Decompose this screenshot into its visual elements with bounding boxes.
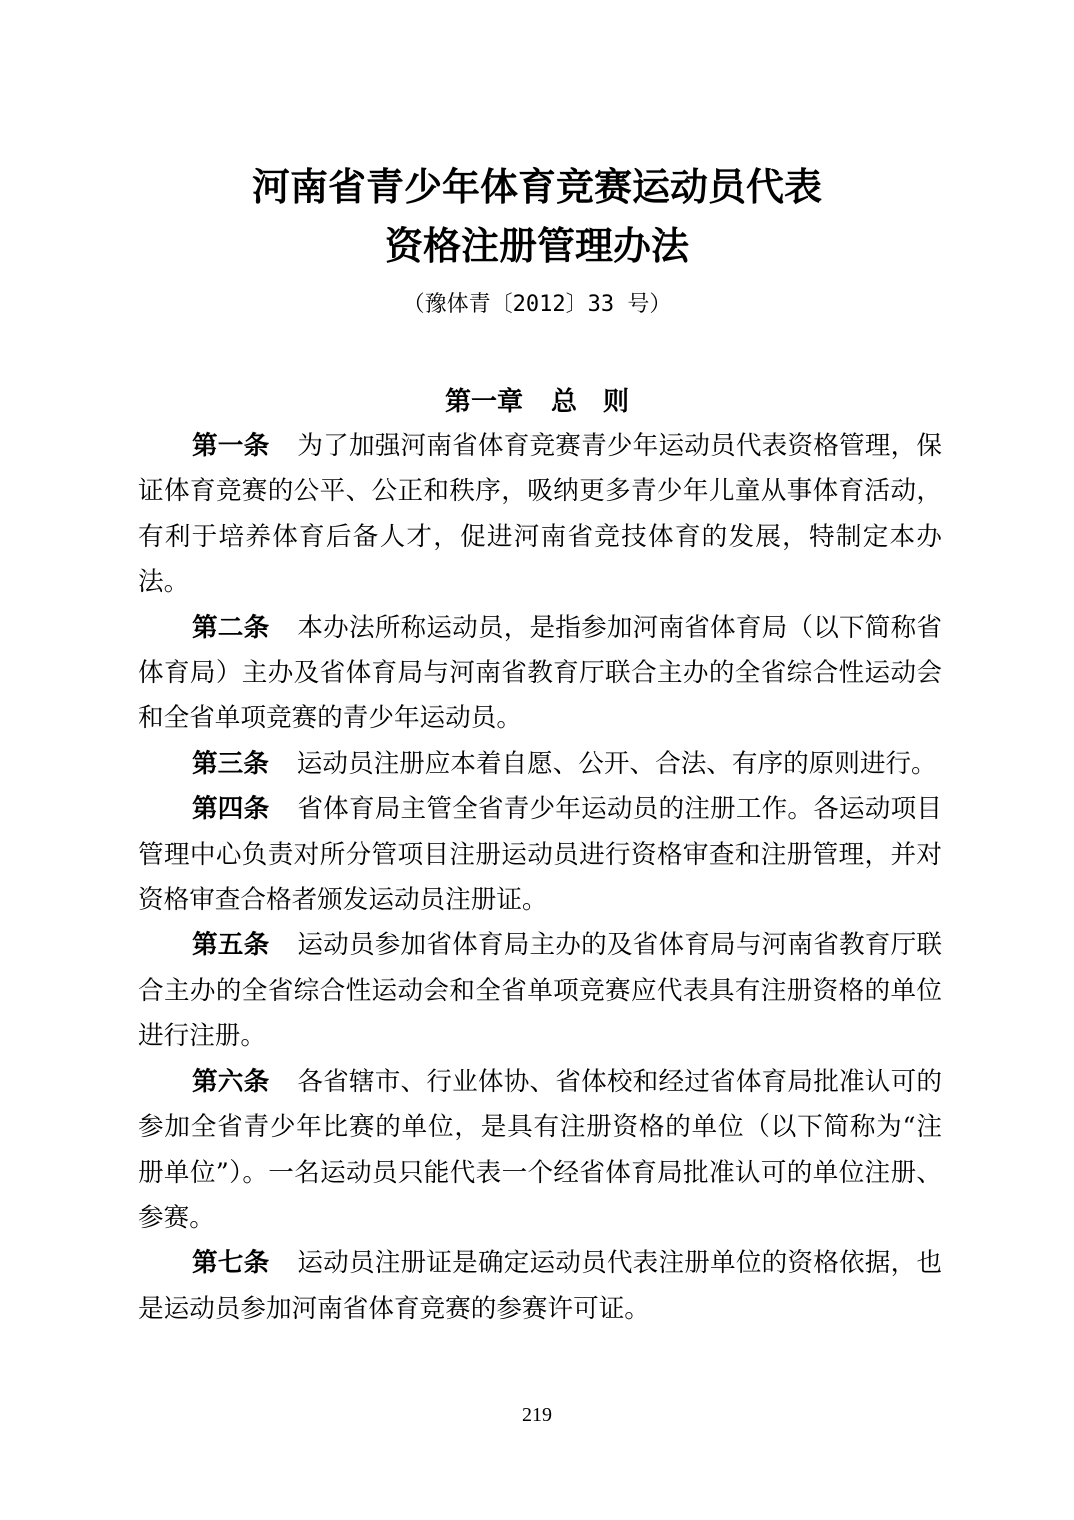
article-number: 第五条	[192, 930, 270, 961]
article-4	[138, 787, 942, 923]
article-text: 为了加强河南省体育竞赛青少年运动员代表资格管理，保证体育竞赛的公平、公正和秩序，吸纳更多青少年儿童从事体育活动，有利于培养体育后备人才，促进河南省竞技体育的发展，特制定本办法。	[138, 431, 942, 598]
chapter-number: 第一章	[444, 387, 523, 417]
article-number: 第三条	[192, 748, 269, 779]
document-title-line-2: 资格注册管理办法	[384, 224, 689, 268]
article-text: 省体育局主管全省青少年运动员的注册工作。各运动项目管理中心负责对所分管项目注册运动员进行资格审查和注册管理，并对资格审查合格者颁发运动员注册证。	[138, 794, 942, 916]
article-number: 第二条	[192, 612, 270, 643]
article-text: 运动员注册证是确定运动员代表注册单位的资格依据，也是运动员参加河南省体育竞赛的参赛许可证。	[138, 1248, 942, 1324]
article-3	[138, 742, 942, 787]
document-title-line-1: 河南省青少年体育竞赛运动员代表	[251, 165, 822, 209]
article-number: 第一条	[192, 431, 270, 461]
page-number: 219	[522, 1404, 552, 1426]
document-number: （豫体青〔2012〕33 号）	[402, 292, 672, 317]
chapter-heading	[0, 384, 1074, 420]
article-1	[138, 424, 942, 606]
article-text: 运动员参加省体育局主办的及省体育局与河南省教育厅联合主办的全省综合性运动会和全省单项竞赛应代表具有注册资格的单位进行注册。	[138, 930, 942, 1052]
chapter-name: 总 则	[551, 387, 630, 417]
document-body	[138, 424, 942, 1332]
article-text: 运动员注册应本着自愿、公开、合法、有序的原则进行。	[296, 748, 937, 779]
article-5	[138, 923, 942, 1059]
article-number: 第四条	[192, 794, 270, 825]
article-6	[138, 1060, 942, 1242]
article-number: 第七条	[192, 1248, 270, 1279]
article-text: 各省辖市、行业体协、省体校和经过省体育局批准认可的参加全省青少年比赛的单位，是具有注册资格的单位（以下简称为“注册单位”）。一名运动员只能代表一个经省体育局批准认可的单位注册、参赛。	[138, 1066, 942, 1233]
article-number: 第六条	[192, 1066, 270, 1097]
article-text: 本办法所称运动员，是指参加河南省体育局（以下简称省体育局）主办及省体育局与河南省教育厅联合主办的全省综合性运动会和全省单项竞赛的青少年运动员。	[138, 612, 942, 734]
article-7	[138, 1241, 942, 1332]
article-2	[138, 606, 942, 742]
